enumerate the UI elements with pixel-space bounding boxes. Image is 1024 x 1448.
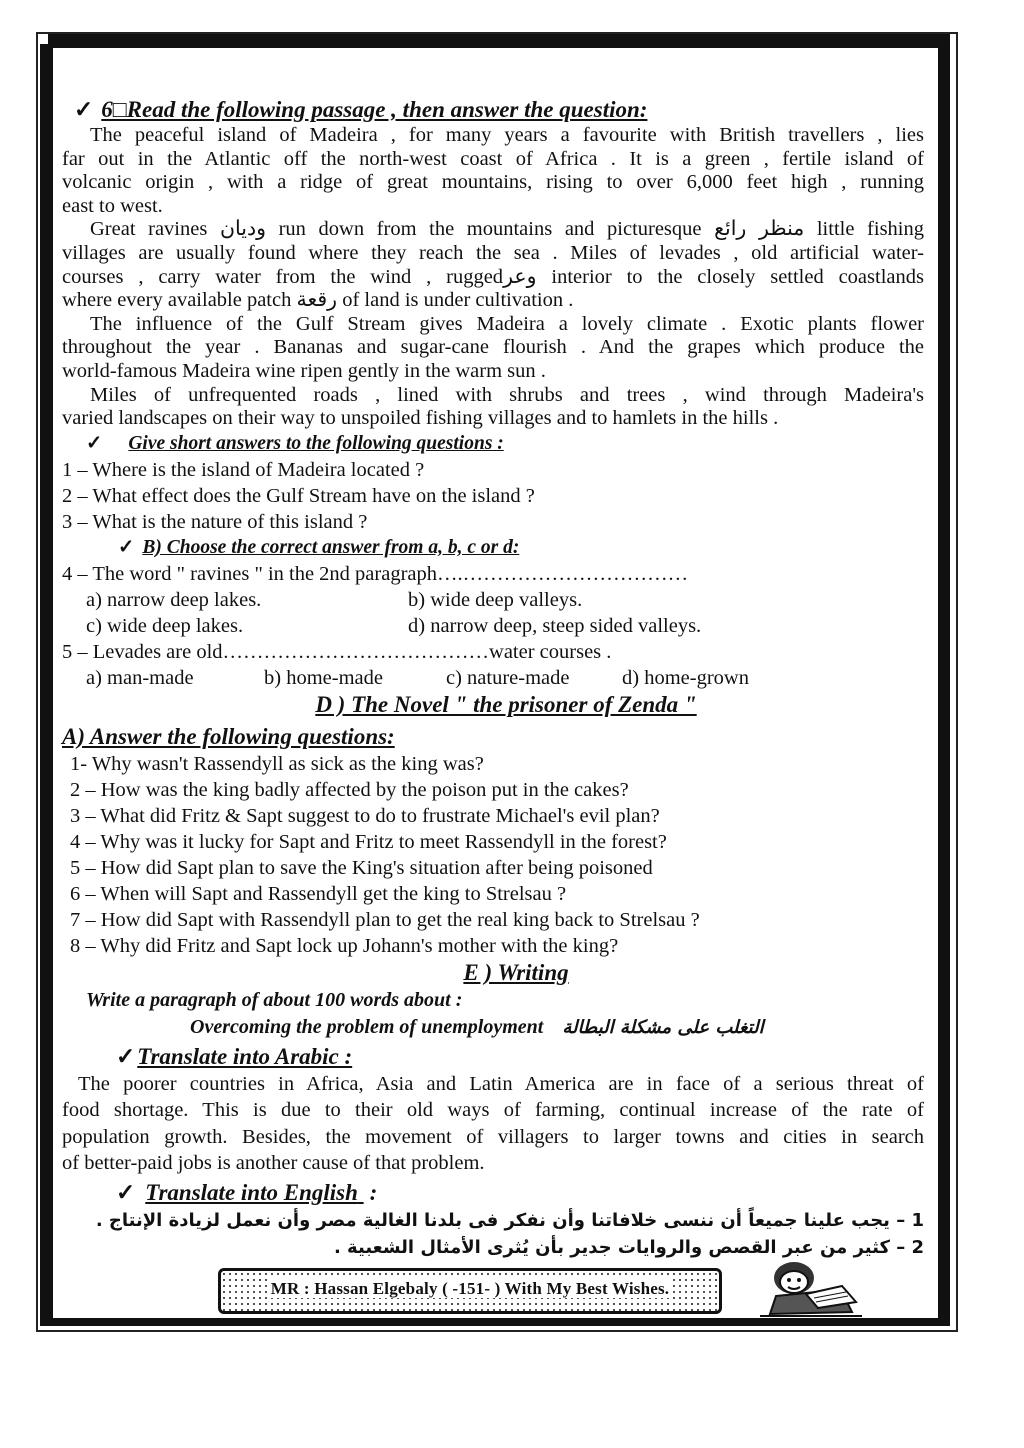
translate-english-heading: ✓ Translate into English :	[116, 1179, 378, 1205]
question-item: 2 – How was the king badly affected by the poison put in the cakes?	[70, 778, 629, 801]
question-item: 6 – When will Sapt and Rassendyll get the king to Strelsau ?	[70, 882, 567, 905]
passage-line: far out in the Atlantic off the north-west coast of Africa . It is a green , fertile island of	[62, 147, 924, 170]
passage-line: courses , carry water from the wind , ruggedوعر interior to the closely settled coastlands	[62, 265, 924, 288]
options-row	[62, 587, 924, 613]
passage-line: of better-paid jobs is another cause of that problem.	[62, 1152, 485, 1175]
option-c: c) wide deep lakes.	[86, 614, 244, 637]
frame-top-bar	[48, 34, 950, 48]
option-d: d) narrow deep, steep sided valleys.	[408, 614, 702, 637]
question-item: 7 – How did Sapt with Rassendyll plan to get the real king back to Strelsau ?	[70, 908, 700, 931]
option-a: a) man-made	[86, 666, 194, 689]
footer-banner	[218, 1268, 722, 1314]
writing-heading: E ) Writing	[463, 959, 569, 985]
check-mark-icon: ✓	[116, 1179, 136, 1205]
check-mark-icon: ✓	[116, 1043, 136, 1069]
writing-topic: Overcoming the problem of unemployment التغلب على مشكلة البطالة	[62, 1014, 924, 1041]
passage	[62, 124, 924, 431]
question-item: 4 – The word " ravines " in the 2nd paragraph….……………………………	[62, 562, 689, 585]
question-item: 4 – Why was it lucky for Sapt and Fritz to meet Rassendyll in the forest?	[70, 830, 667, 853]
passage-line: The peaceful island of Madeira , for many years a favourite with British travellers , lies	[90, 124, 924, 146]
option-d: d) home-grown	[622, 666, 749, 689]
passage-line: villages are usually found where they reach the sea . Miles of levades , old artificial water-	[62, 241, 924, 264]
frame-left-bar	[40, 44, 53, 1322]
passage-line: where every available patch رقعة of land is under cultivation .	[62, 289, 574, 312]
novel-heading: D ) The Novel " the prisoner of Zenda "	[315, 691, 697, 717]
frame-right-bar	[938, 44, 950, 1322]
check-mark-icon: ✓	[74, 97, 94, 122]
passage-line: food shortage. This is due to their old ways of farming, continual increase of the rate of	[62, 1099, 924, 1122]
question-item: 3 – What is the nature of this island ?	[62, 510, 368, 533]
arabic-sentence: 1 – يجب علينا جميعاً أن ننسى خلافاتنا وأن نفكر فى بلدنا الغالية مصر وأن نعمل لزيادة الإنتاج .	[95, 1209, 924, 1231]
option-b: b) home-made	[264, 666, 383, 689]
short-answers-heading: ✓ Give short answers to the following questions :	[62, 431, 924, 457]
writing-prompt: Write a paragraph of about 100 words about :	[86, 988, 463, 1011]
check-mark-icon: ✓	[118, 536, 135, 558]
passage-line: throughout the year . Bananas and sugar-cane flourish . And the grapes which produce the	[62, 336, 924, 359]
options-row	[62, 665, 924, 691]
passage-line: world-famous Madeira wine ripen gently in the warm sun .	[62, 359, 546, 382]
options-row	[62, 613, 924, 639]
question-item: 5 – How did Sapt plan to save the King's situation after being poisoned	[70, 856, 653, 879]
passage-line: The poorer countries in Africa, Asia and Latin America are in face of a serious threat of	[78, 1072, 924, 1095]
question-item: 5 – Levades are old…………………………………water courses .	[62, 640, 612, 663]
passage-line: varied landscapes on their way to unspoiled fishing villages and to hamlets in the hills .	[62, 407, 779, 430]
passage-line: population growth. Besides, the movement of villagers to larger towns and cities in search	[62, 1125, 924, 1148]
passage-line: Great ravines وديان run down from the mountains and picturesque منظر رائع little fishing	[90, 218, 924, 241]
passage-line: east to west.	[62, 194, 163, 217]
question-item: 2 – What effect does the Gulf Stream have on the island ?	[62, 484, 535, 507]
question-item: 1 – Where is the island of Madeira located ?	[62, 458, 425, 481]
check-mark-icon: ✓	[86, 432, 103, 454]
arabic-sentence: 2 – كثير من عبر القصص والروايات جدير بأن يُثرى الأمثال الشعبية .	[333, 1236, 924, 1258]
novel-sub-heading: A) Answer the following questions:	[62, 723, 395, 749]
question-item: 8 – Why did Fritz and Sapt lock up Johann's mother with the king?	[70, 934, 619, 957]
translate-arabic-passage	[62, 1071, 924, 1177]
passage-heading: ✓ 6□Read the following passage , then answer the question:	[74, 97, 648, 122]
footer-text: MR : Hassan Elgebaly ( -151- ) With My Best Wishes.	[270, 1279, 670, 1298]
question-item: 1- Why wasn't Rassendyll as sick as the king was?	[70, 752, 484, 775]
novel-questions	[62, 751, 924, 959]
option-b: b) wide deep valleys.	[408, 588, 583, 611]
writing-topic-arabic: التغلب على مشكلة البطالة	[562, 1016, 764, 1038]
question-item: 3 – What did Fritz & Sapt suggest to do to frustrate Michael's evil plan?	[70, 804, 660, 827]
choose-heading: ✓ B) Choose the correct answer from a, b, c or d:	[62, 535, 924, 561]
reading-student-illustration	[756, 1256, 866, 1320]
option-a: a) narrow deep lakes.	[86, 588, 262, 611]
passage-line: Miles of unfrequented roads , lined with shrubs and trees , wind through Madeira's	[90, 383, 924, 406]
translate-arabic-heading: ✓Translate into Arabic :	[116, 1043, 353, 1069]
passage-line: volcanic origin , with a ridge of great mountains, rising to over 6,000 feet high , running	[62, 171, 924, 194]
passage-line: The influence of the Gulf Stream gives Madeira a lovely climate . Exotic plants flower	[90, 312, 924, 335]
worksheet-content	[62, 96, 924, 1261]
option-c: c) nature-made	[446, 666, 570, 689]
